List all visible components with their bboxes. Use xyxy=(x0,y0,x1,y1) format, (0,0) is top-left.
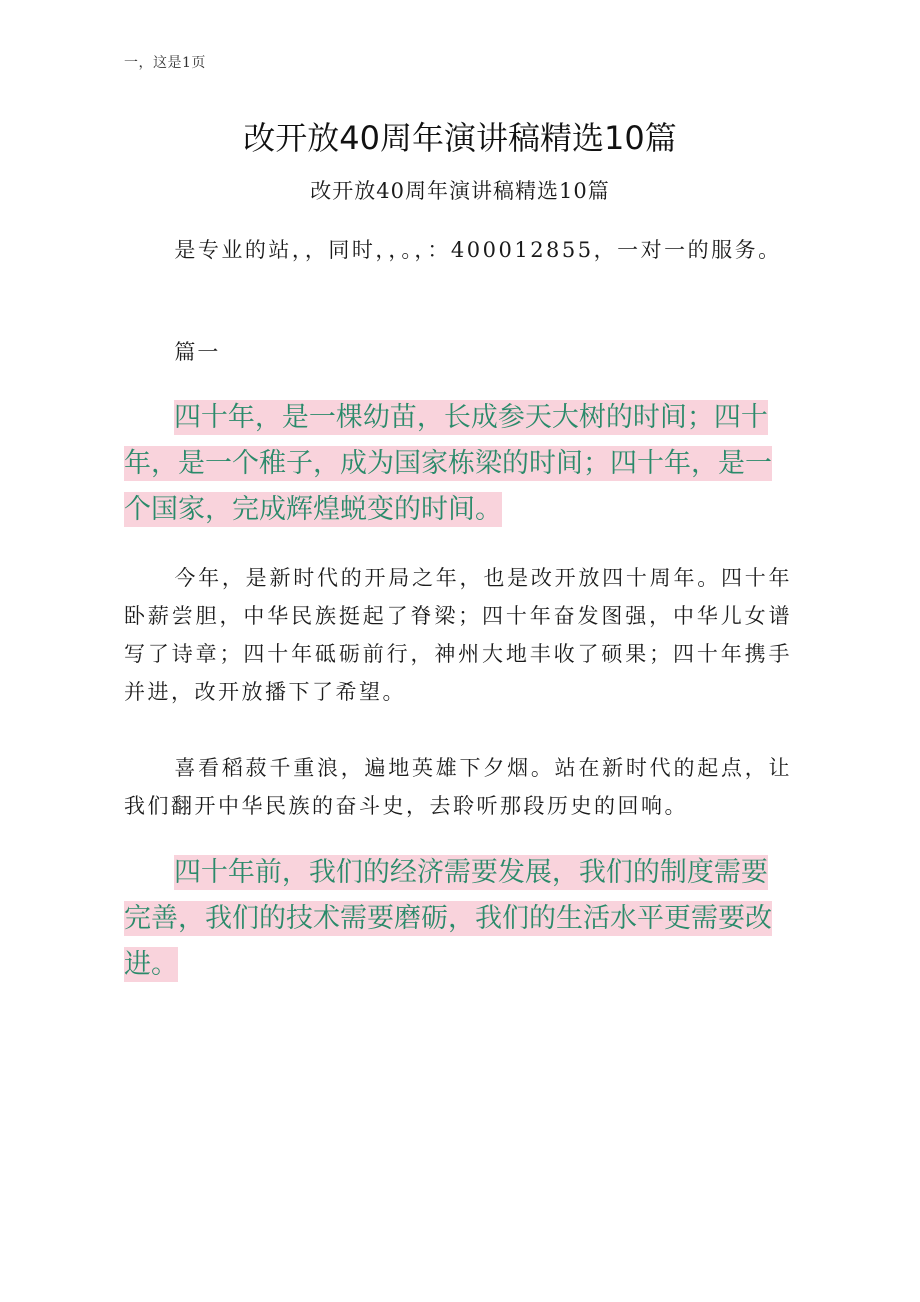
body-paragraph-2: 喜看稻菽千重浪，遍地英雄下夕烟。站在新时代的起点，让我们翻开中华民族的奋斗史，去聆听那段历史的回响。 xyxy=(124,756,792,818)
highlight-paragraph-2 xyxy=(124,850,792,988)
intro-block xyxy=(124,231,792,269)
highlight-text-1: 四十年，是一棵幼苗，长成参天大树的时间；四十年，是一个稚子，成为国家栋梁的时间；四十年，是一个国家，完成辉煌蜕变的时间。 xyxy=(124,402,772,525)
highlight-text-2: 四十年前，我们的经济需要发展，我们的制度需要完善，我们的技术需要磨砺，我们的生活水平更需要改进。 xyxy=(124,857,772,980)
body-paragraph-1: 今年，是新时代的开局之年，也是改开放四十周年。四十年卧薪尝胆，中华民族挺起了脊梁；四十年奋发图强，中华儿女谱写了诗章；四十年砥砺前行，神州大地丰收了硕果；四十年携手并进，改开放播下了希望。 xyxy=(124,566,792,704)
section-heading-block xyxy=(124,333,792,371)
paragraph-block-2 xyxy=(124,749,792,825)
highlight-paragraph-1 xyxy=(124,395,792,533)
paragraph-block-1 xyxy=(124,559,792,711)
document-subtitle: 改开放40周年演讲稿精选10篇 xyxy=(310,179,610,203)
page-header-label: 一，这是1页 xyxy=(124,55,206,71)
section-label: 篇一 xyxy=(174,340,221,364)
intro-paragraph: 是专业的站，，同时，，。，：400012855，一对一的服务。 xyxy=(174,238,782,262)
document-title: 改开放40周年演讲稿精选10篇 xyxy=(243,119,677,157)
highlight-block-2 xyxy=(124,850,792,988)
highlight-block-1 xyxy=(124,395,792,533)
